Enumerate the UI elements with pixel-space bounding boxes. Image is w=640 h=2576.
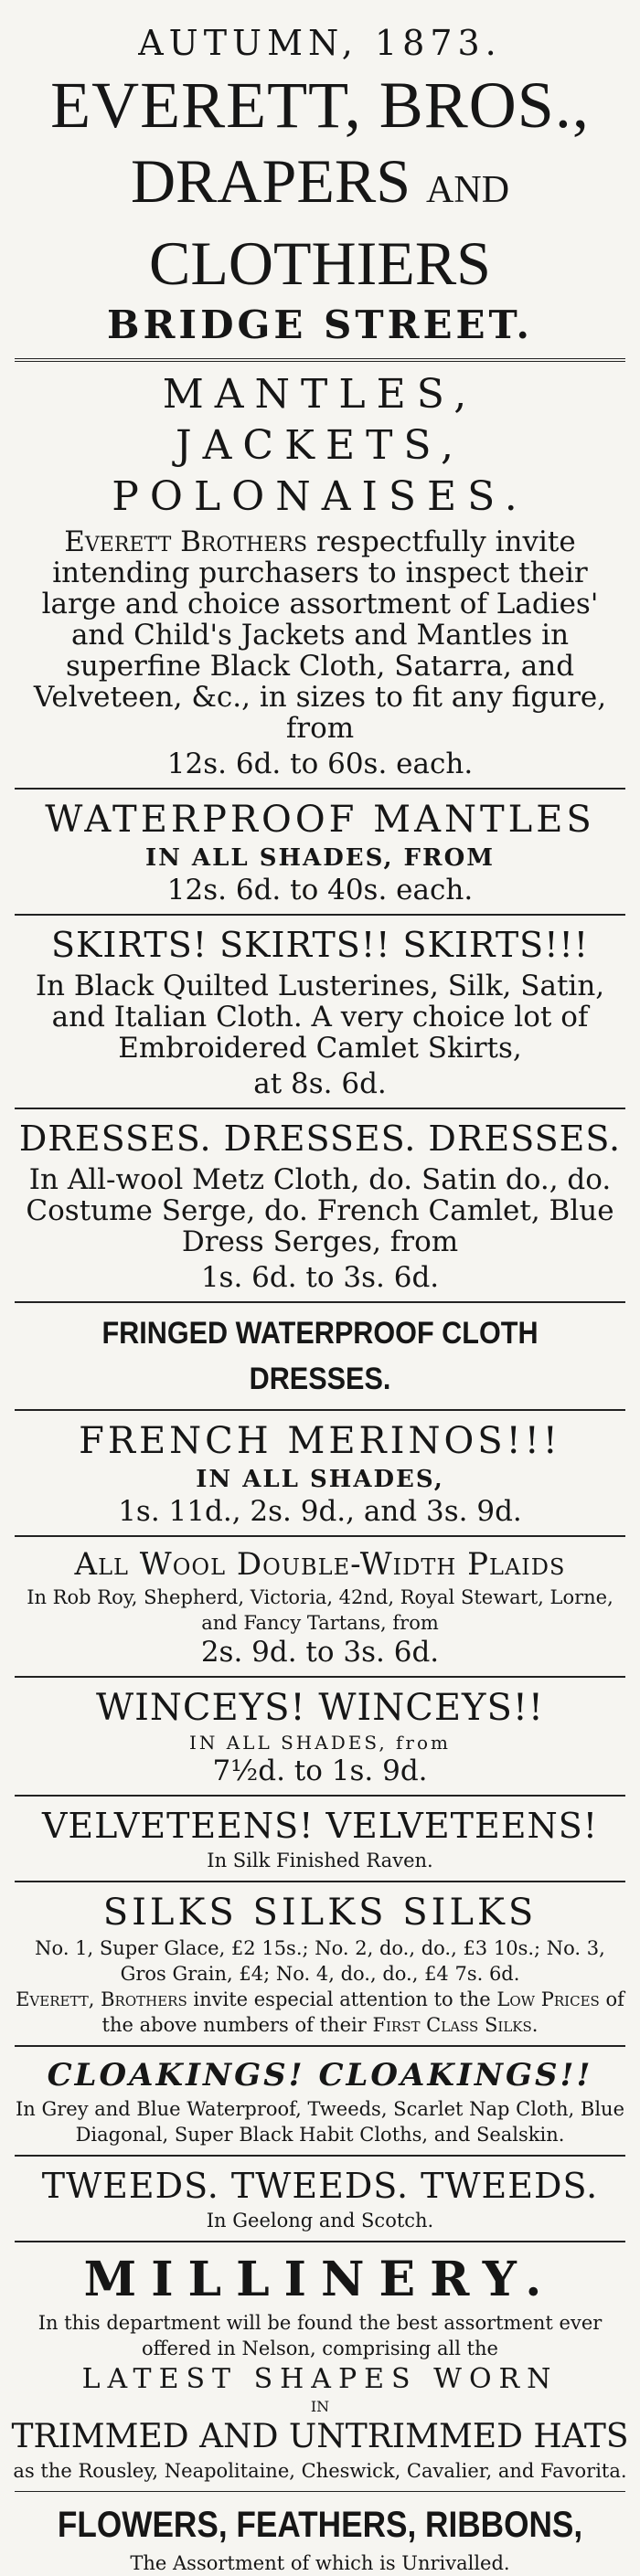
winceys-sub-from: from [396, 1732, 451, 1754]
divider [15, 2241, 625, 2242]
plaids-body: In Rob Roy, Shepherd, Victoria, 42nd, Royal Stewart, Lorne, and Fancy Tartans, from [27, 1586, 613, 1634]
divider [15, 1301, 625, 1303]
divider [15, 914, 625, 916]
plaids-price: 2s. 9d. to 3s. 6d. [200, 1636, 440, 1669]
millinery-in: IN [310, 2398, 330, 2415]
divider [15, 1108, 625, 1109]
waterproof-price: 12s. 6d. to 40s. each. [166, 874, 474, 906]
winceys-sub [9, 1731, 631, 1754]
silks-note-caps-1: Low Prices [496, 1988, 600, 2010]
waterproof-heading: WATERPROOF MANTLES [45, 799, 595, 841]
flowers-heading: FLOWERS, FEATHERS, RIBBONS, [57, 2505, 583, 2545]
divider [15, 1676, 625, 1678]
divider [15, 2155, 625, 2157]
silks-note-lead: Everett, Brothers [16, 1988, 187, 2010]
tweeds-sub: In Geelong and Scotch. [206, 2210, 434, 2231]
merinos-price: 1s. 11d., 2s. 9d., and 3s. 9d. [118, 1495, 522, 1528]
divider [15, 2045, 625, 2047]
dresses-price: 1s. 6d. to 3s. 6d. [200, 1261, 440, 1294]
divider [15, 2491, 625, 2492]
trade-clothiers: CLOTHIERS [149, 228, 491, 298]
silks-note-end: . [531, 2014, 539, 2036]
mantles-lead: Everett Brothers [64, 525, 308, 558]
season-heading: AUTUMN, 1873. [138, 23, 502, 63]
waterproof-sub: IN ALL SHADES, FROM [144, 844, 496, 872]
trade-drapers: DRAPERS [130, 146, 411, 216]
mantles-price: 12s. 6d. to 60s. each. [166, 747, 474, 780]
millinery-shapes: LATEST SHAPES WORN [81, 2363, 559, 2395]
cloakings-body: In Grey and Blue Waterproof, Tweeds, Scarlet Nap Cloth, Blue Diagonal, Super Black Habit Cloths, and Sealskin. [15, 2098, 625, 2146]
mantles-text: respectfully invite intending purchasers to inspect their large and choice assortment of Ladies' and Child's Jackets and Mantles in superfine Black Cloth, Satarra, and Velveteen, &c., in sizes to fit any figure, from [33, 525, 607, 745]
silks-note-2: of the above numbers of their [101, 1988, 624, 2036]
divider [15, 788, 625, 790]
divider [15, 1795, 625, 1797]
mantles-heading-2: POLONAISES. [112, 473, 528, 520]
merinos-heading: FRENCH MERINOS!!! [79, 1420, 561, 1462]
dresses-body: In All-wool Metz Cloth, do. Satin do., do. Costume Serge, do. French Camlet, Blue Dress Serges, from [26, 1163, 614, 1258]
divider [15, 358, 625, 362]
mantles-body [9, 523, 631, 747]
silks-note-1: invite especial attention to the [187, 1988, 497, 2010]
winceys-sub-shades: IN ALL SHADES, [188, 1732, 388, 1754]
mantles-heading-1: MANTLES, JACKETS, [162, 371, 478, 469]
millinery-styles: as the Rousley, Neapolitaine, Cheswick, Cavalier, and Favorita. [13, 2460, 627, 2482]
cloakings-heading: CLOAKINGS! CLOAKINGS!! [47, 2057, 593, 2094]
silks-body: No. 1, Super Glace, £2 15s.; No. 2, do., do., £3 10s.; No. 3, Gros Grain, £4; No. 4, do., do., £4 7s. 6d. [35, 1937, 605, 1985]
divider [15, 1535, 625, 1537]
millinery-hats: TRIMMED AND UNTRIMMED HATS [11, 2418, 629, 2455]
winceys-heading: WINCEYS! WINCEYS!! [96, 1687, 544, 1729]
plaids-heading: All Wool Double-Width Plaids [74, 1546, 566, 1583]
silks-note [9, 1987, 631, 2038]
fringed-heading: FRINGED WATERPROOF CLOTH DRESSES. [101, 1316, 539, 1396]
divider [15, 1881, 625, 1882]
millinery-body: In this department will be found the best assortment ever offered in Nelson, comprising all the [37, 2312, 603, 2359]
millinery-heading: MILLINERY. [83, 2252, 557, 2307]
silks-note-caps-2: First Class Silks [372, 2014, 532, 2036]
trade-and: AND [426, 169, 510, 211]
divider [15, 1409, 625, 1411]
merinos-sub: IN ALL SHADES, [196, 1466, 444, 1493]
skirts-heading: SKIRTS! SKIRTS!! SKIRTS!!! [50, 925, 590, 965]
dresses-heading: DRESSES. DRESSES. DRESSES. [18, 1118, 622, 1159]
velveteens-sub: In Silk Finished Raven. [207, 1850, 433, 1871]
skirts-body: In Black Quilted Lusterines, Silk, Satin, and Italian Cloth. A very choice lot of Embroidered Camlet Skirts, [35, 970, 605, 1065]
firm-name: EVERETT, BROS., [50, 69, 590, 142]
velveteens-heading: VELVETEENS! VELVETEENS! [41, 1806, 598, 1846]
tweeds-heading: TWEEDS. TWEEDS. TWEEDS. [41, 2166, 599, 2206]
winceys-price: 7½d. to 1s. 9d. [212, 1754, 428, 1787]
flowers-sub: The Assortment of which is Unrivalled. [130, 2552, 510, 2574]
street-address: BRIDGE STREET. [107, 302, 533, 347]
trade-line [9, 144, 631, 300]
skirts-price: at 8s. 6d. [253, 1067, 387, 1100]
silks-heading: SILKS SILKS SILKS [102, 1892, 538, 1934]
